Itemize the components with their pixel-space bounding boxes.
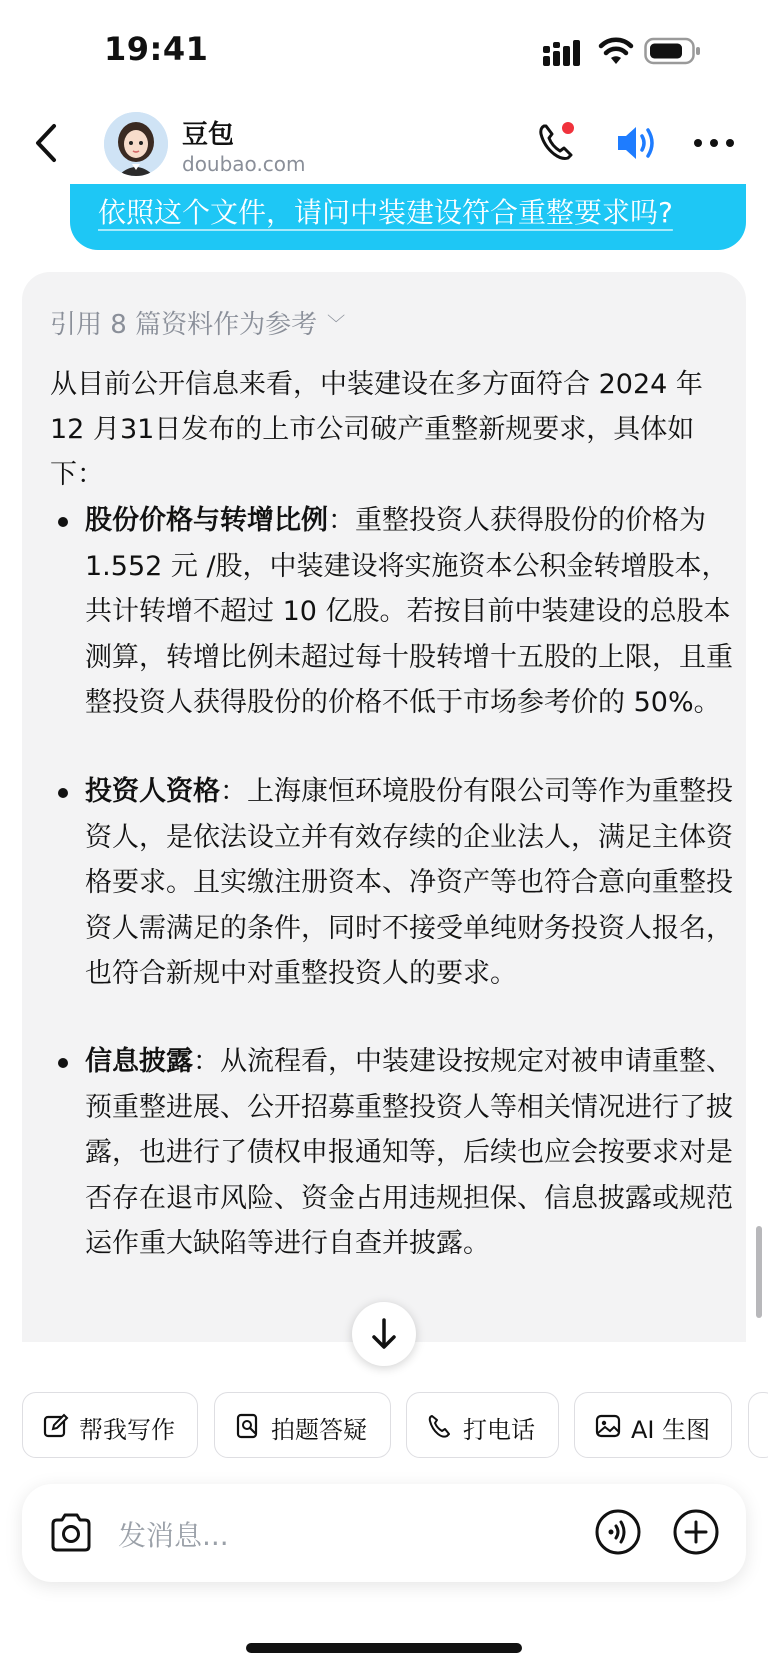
bullet-icon <box>58 788 68 798</box>
chip-ai-image[interactable] <box>574 1392 732 1458</box>
arrow-down-icon <box>352 1302 416 1366</box>
scan-question-icon <box>235 1413 261 1439</box>
list-item <box>50 1039 740 1267</box>
battery-icon <box>644 37 702 65</box>
chat-title: 豆包 <box>182 120 235 150</box>
avatar[interactable] <box>104 112 168 176</box>
chip-label: 打电话 <box>463 1416 535 1444</box>
bullet-separator: ： <box>193 1046 220 1077</box>
status-bar <box>0 0 768 100</box>
assistant-answer-card <box>22 272 746 1342</box>
bullet-text: 从流程看，中装建设按规定对被申请重整、预重整进展、公开招募重整投资人等相关情况进行了披露，也进行了债权申报通知等，后续也应会按要求对是否存在退市风险、资金占用违规担保、信息披露或规范运作重大缺陷等进行自查并披露。 <box>85 1046 733 1259</box>
bullet-title: 投资人资格 <box>85 776 220 807</box>
doubao-avatar-icon <box>104 112 168 176</box>
bullet-text: 上海康恒环境股份有限公司等作为重整投资人，是依法设立并有效存续的企业法人，满足主体资格要求。且实缴注册资本、净资产等也符合意向重整投资人需满足的条件，同时不接受单纯财务投资人报名，也符合新规中对重整投资人的要求。 <box>85 776 733 989</box>
message-input-bar <box>22 1484 746 1582</box>
chevron-down-icon: ﹀ <box>327 314 346 335</box>
chip-writing[interactable] <box>22 1392 198 1458</box>
more-options-icon[interactable] <box>692 130 736 156</box>
status-time: 19:41 <box>104 30 209 68</box>
image-icon <box>595 1413 621 1439</box>
phone-call-icon[interactable] <box>536 120 580 164</box>
cellular-signal-icon <box>543 40 585 66</box>
bullet-title: 信息披露 <box>85 1046 193 1077</box>
bullet-icon <box>58 1058 68 1068</box>
scroll-to-bottom-button[interactable] <box>352 1302 416 1366</box>
phone-icon <box>427 1413 453 1439</box>
user-message-bubble[interactable] <box>70 184 746 250</box>
chat-header <box>0 100 768 184</box>
list-item <box>50 498 740 726</box>
chip-more[interactable] <box>748 1392 768 1458</box>
scrollbar[interactable] <box>756 1226 762 1318</box>
references-label: 引用 8 篇资料作为参考 <box>50 310 318 340</box>
bullet-separator: ： <box>328 505 355 536</box>
camera-icon[interactable] <box>48 1510 94 1556</box>
quick-actions <box>0 1392 768 1462</box>
chip-photo-question[interactable] <box>214 1392 391 1458</box>
speaker-icon[interactable] <box>614 122 658 164</box>
bullet-icon <box>58 517 68 527</box>
references-toggle[interactable] <box>50 304 345 341</box>
answer-intro: 从目前公开信息来看，中装建设在多方面符合 2024 年 12 月31日发布的上市公司破产重整新规要求，具体如下： <box>50 369 703 490</box>
chip-label: AI 生图 <box>631 1416 711 1444</box>
message-input[interactable]: 发消息... <box>118 1519 229 1552</box>
edit-icon <box>43 1413 69 1439</box>
chat-subtitle-url: doubao.com <box>182 152 306 176</box>
chip-label: 拍题答疑 <box>271 1416 367 1444</box>
voice-input-icon[interactable] <box>594 1508 642 1556</box>
list-item <box>50 769 740 997</box>
bullet-text: 重整投资人获得股份的价格为 1.552 元 /股，中装建设将实施资本公积金转增股本，共计转增不超过 10 亿股。若按目前中装建设的总股本测算，转增比例未超过每十股转增十五股的上限，且重整投资人获得股份的价格不低于市场参考价的 50%。 <box>85 505 733 718</box>
wifi-icon <box>598 36 634 66</box>
bullet-separator: ： <box>220 776 247 807</box>
bullet-title: 股份价格与转增比例 <box>85 505 328 536</box>
home-indicator[interactable] <box>246 1643 522 1653</box>
back-icon[interactable] <box>28 120 64 166</box>
add-icon[interactable] <box>672 1508 720 1556</box>
user-message-text: 依照这个文件，请问中装建设符合重整要求吗? <box>98 196 673 229</box>
chip-phone-call[interactable] <box>406 1392 559 1458</box>
chip-label: 帮我写作 <box>79 1416 175 1444</box>
